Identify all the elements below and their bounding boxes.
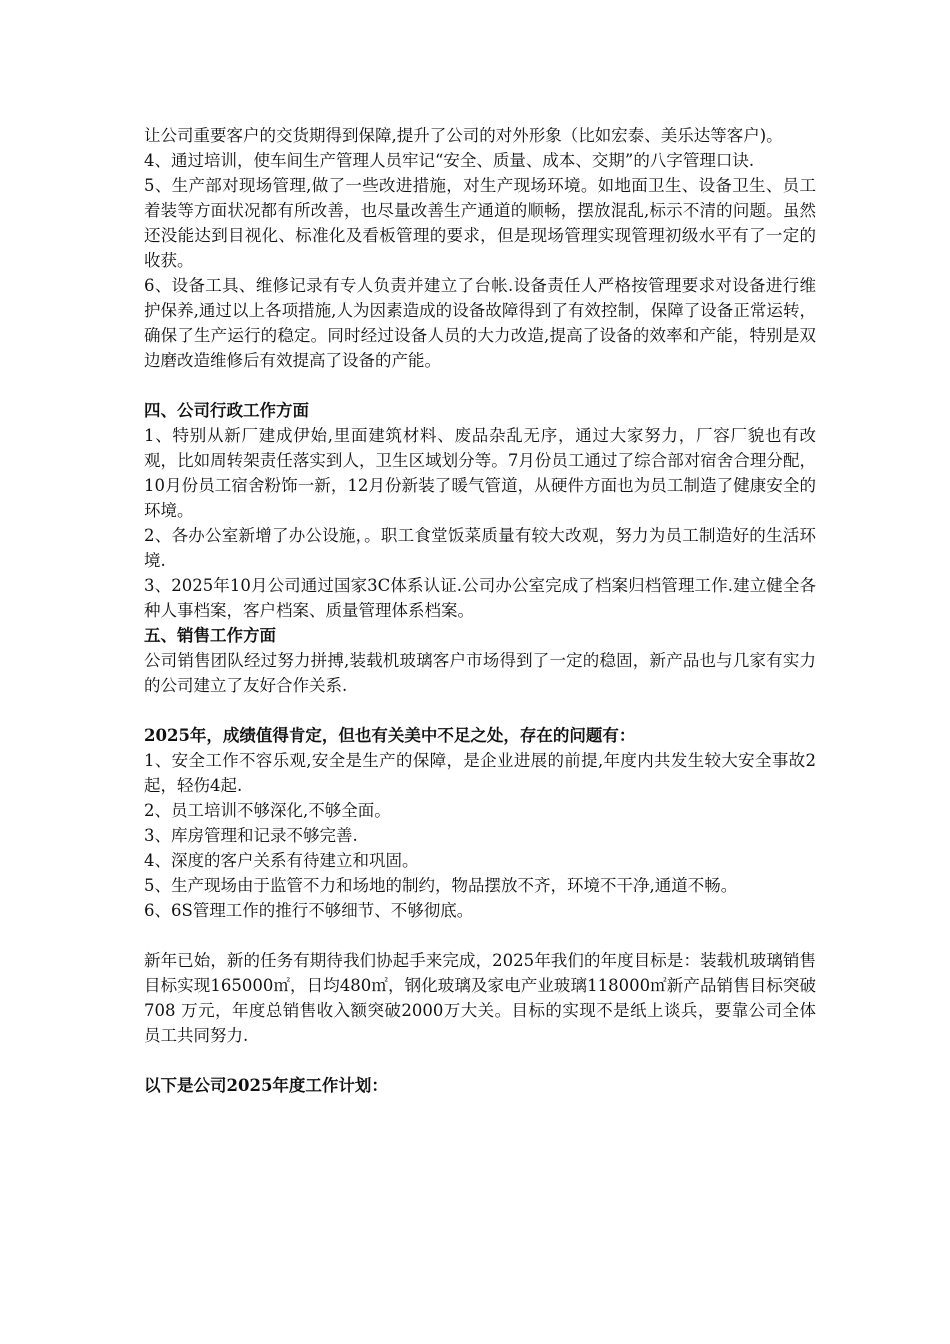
heading-sales: 五、销售工作方面 bbox=[144, 626, 276, 645]
paragraph-problem-1: 1、安全工作不容乐观,安全是生产的保障，是企业进展的前提,年度内共发生较大安全事故2起，轻伤4起. bbox=[144, 751, 816, 795]
paragraph-sales: 公司销售团队经过努力拼搏,装载机玻璃客户市场得到了一定的稳固，新产品也与几家有实力的公司建立了友好合作关系. bbox=[144, 651, 816, 695]
spacer bbox=[144, 1048, 816, 1073]
paragraph-training: 4、通过培训，使车间生产管理人员牢记“安全、质量、成本、交期”的八字管理口诀. bbox=[144, 151, 755, 170]
paragraph-equipment: 6、设备工具、维修记录有专人负责并建立了台帐.设备责任人严格按管理要求对设备进行维护保养,通过以上各项措施,人为因素造成的设备故障得到了有效控制，保障了设备正常运转，确保了生产运行的稳定。同时经过设备人员的大力改造,提高了设备的效率和产能，特别是双边磨改造维修后有效提高了设备的产能。 bbox=[144, 276, 816, 370]
paragraph-admin-1: 1、特别从新厂建成伊始,里面建筑材料、废品杂乱无序，通过大家努力，厂容厂貌也有改观，比如周转架责任落实到人，卫生区域划分等。7月份员工通过了综合部对宿舍合理分配，10月份员工宿舍粉饰一新，12月份新装了暖气管道，从硬件方面也为员工制造了健康安全的环境。 bbox=[144, 426, 816, 520]
paragraph-problem-3: 3、库房管理和记录不够完善. bbox=[144, 826, 358, 845]
paragraph-problem-2: 2、员工培训不够深化,不够全面。 bbox=[144, 801, 391, 820]
spacer bbox=[144, 373, 816, 398]
heading-work-plan: 以下是公司2025年度工作计划： bbox=[144, 1076, 388, 1095]
spacer bbox=[144, 698, 816, 723]
paragraph-problem-6: 6、6S管理工作的推行不够细节、不够彻底。 bbox=[144, 901, 474, 920]
heading-administration: 四、公司行政工作方面 bbox=[144, 401, 309, 420]
document-body bbox=[144, 123, 816, 1098]
paragraph-customer-delivery: 让公司重要客户的交货期得到保障,提升了公司的对外形象（比如宏泰、美乐达等客户)。 bbox=[144, 126, 783, 145]
paragraph-site-management: 5、生产部对现场管理,做了一些改进措施，对生产现场环境。如地面卫生、设备卫生、员工着装等方面状况都有所改善，也尽量改善生产通道的顺畅，摆放混乱,标示不清的问题。虽然还没能达到目视化、标准化及看板管理的要求，但是现场管理实现管理初级水平有了一定的收获。 bbox=[144, 176, 816, 270]
paragraph-annual-goals: 新年已始，新的任务有期待我们协起手来完成，2025年我们的年度目标是：装载机玻璃销售目标实现165000㎡，日均480㎡，钢化玻璃及家电产业玻璃118000㎡新产品销售目标突破708 万元，年度总销售收入额突破2000万大关。目标的实现不是纸上谈兵，要靠公司全体员工共同努力. bbox=[144, 951, 816, 1045]
paragraph-problem-5: 5、生产现场由于监管不力和场地的制约，物品摆放不齐，环境不干净,通道不畅。 bbox=[144, 876, 738, 895]
heading-problems: 2025年，成绩值得肯定，但也有关美中不足之处，存在的问题有： bbox=[144, 726, 636, 745]
paragraph-admin-2: 2、各办公室新增了办公设施，。职工食堂饭菜质量有较大改观，努力为员工制造好的生活环境. bbox=[144, 526, 816, 570]
paragraph-admin-3: 3、2025年10月公司通过国家3C体系认证.公司办公室完成了档案归档管理工作.建立健全各种人事档案，客户档案、质量管理体系档案。 bbox=[144, 576, 816, 620]
spacer bbox=[144, 923, 816, 948]
paragraph-problem-4: 4、深度的客户关系有待建立和巩固。 bbox=[144, 851, 419, 870]
